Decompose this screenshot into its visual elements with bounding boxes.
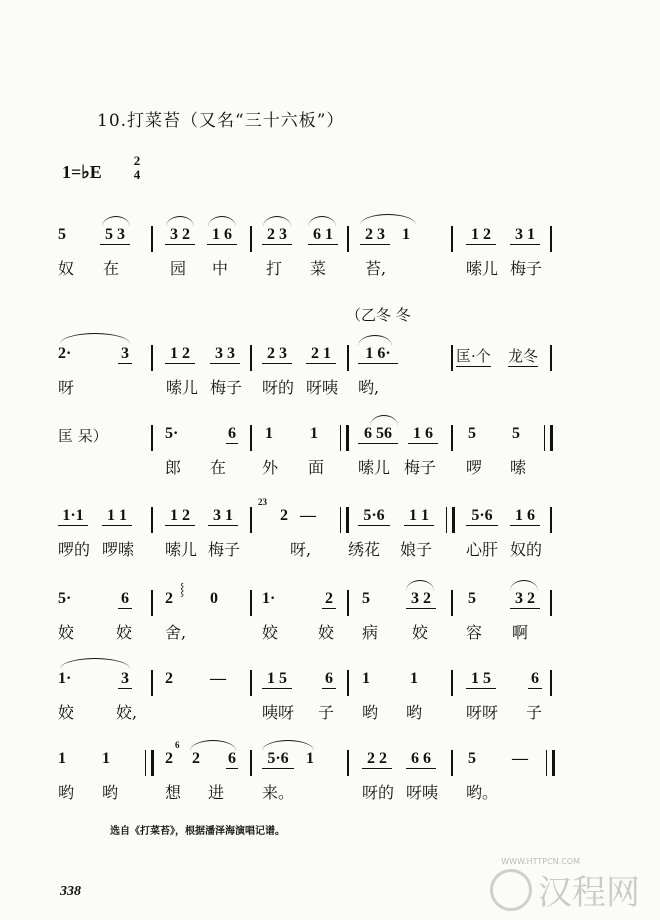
note: 5·6 xyxy=(466,507,498,526)
lyric: 嗦儿 xyxy=(166,378,199,397)
note: 2 3 xyxy=(360,226,390,245)
barline xyxy=(250,345,252,371)
lyric: 呀呀 xyxy=(466,703,499,722)
note: 6 6 xyxy=(406,750,436,769)
note: 1 6 xyxy=(207,226,237,245)
note: 1· xyxy=(262,590,276,607)
repeat-start xyxy=(145,750,154,776)
lyric: 梅子 xyxy=(404,458,437,477)
note: 0 xyxy=(210,590,218,607)
lyric: 想 xyxy=(165,783,182,802)
barline xyxy=(347,345,349,371)
barline xyxy=(347,590,349,616)
barline xyxy=(250,226,252,252)
lyric: 嗦 xyxy=(510,458,527,477)
slur xyxy=(166,216,194,227)
note: 1 xyxy=(306,750,314,767)
lyric: 嗦儿 xyxy=(358,458,391,477)
percussion-aside-left: 匡 呆） xyxy=(58,427,108,445)
note: 5·6 xyxy=(358,507,390,526)
lyric: 呀的 xyxy=(262,378,295,397)
lyric: 姣, xyxy=(116,703,138,722)
note: 1 xyxy=(362,670,370,687)
note: 5 xyxy=(512,425,520,442)
lyric: 哟 xyxy=(102,783,119,802)
barline xyxy=(347,226,349,252)
note: 2 1 xyxy=(306,345,336,364)
note: 2· xyxy=(58,345,72,362)
note: 3 1 xyxy=(510,226,540,245)
note: 5 xyxy=(58,226,66,243)
lyric: 呀咦 xyxy=(406,783,439,802)
watermark xyxy=(490,857,640,914)
barline xyxy=(250,507,252,533)
barline xyxy=(151,425,153,451)
note: 5 xyxy=(468,425,476,442)
lyric: 外 xyxy=(262,458,279,477)
slur xyxy=(406,580,434,591)
lyric: 面 xyxy=(308,458,325,477)
lyric: 姣 xyxy=(262,623,279,642)
watermark-text: 汉程网 xyxy=(538,873,640,913)
note: 3 1 xyxy=(208,507,238,526)
notes-row-6 xyxy=(0,670,660,700)
slur xyxy=(60,333,130,344)
note: 2 3 xyxy=(262,226,292,245)
note: 2 3 xyxy=(262,345,292,364)
barline xyxy=(151,507,153,533)
barline xyxy=(347,670,349,696)
barline xyxy=(451,425,453,451)
lyric: 姣 xyxy=(318,623,335,642)
lyric: 梅子 xyxy=(208,540,241,559)
barline xyxy=(250,670,252,696)
notes-row-7 xyxy=(0,740,660,780)
lyric: 容 xyxy=(466,623,483,642)
staff-row-5 xyxy=(0,582,660,650)
grace-note: 6 xyxy=(175,740,180,750)
note: 1 2 xyxy=(165,345,195,364)
lyrics-row-1 xyxy=(0,256,660,284)
note: 3 2 xyxy=(165,226,195,245)
slur xyxy=(208,216,236,227)
note: 3 3 xyxy=(210,345,240,364)
note: 1 5 xyxy=(466,670,496,689)
note: 5·6 xyxy=(262,750,294,769)
lyric: 啊 xyxy=(512,623,529,642)
barline xyxy=(550,345,552,371)
page-number: 338 xyxy=(60,884,81,899)
lyric: 啰 xyxy=(466,458,483,477)
staff-row-2 xyxy=(0,345,660,405)
breath-mark: ⸾ xyxy=(180,582,185,596)
lyric: 嗦儿 xyxy=(466,259,499,278)
note: 1·1 xyxy=(58,507,88,526)
note: 1 1 xyxy=(404,507,434,526)
lyric: 子 xyxy=(526,703,543,722)
note: 1 2 xyxy=(466,226,496,245)
note: 5 xyxy=(468,750,476,767)
note: 3 xyxy=(118,345,132,364)
barline xyxy=(550,226,552,252)
lyric: 苔, xyxy=(365,259,387,278)
note: 5 3 xyxy=(100,226,130,245)
barline xyxy=(250,425,252,451)
note: 1 xyxy=(58,750,66,767)
lyrics-row-2 xyxy=(0,375,660,403)
lyric: 打 xyxy=(266,259,283,278)
repeat-start xyxy=(340,425,349,451)
lyric: 嗦儿 xyxy=(165,540,198,559)
barline xyxy=(151,226,153,252)
lyric: 呀 xyxy=(58,378,75,397)
lyric: 咦呀 xyxy=(262,703,295,722)
lyric: 哟 xyxy=(406,703,423,722)
note: 1 5 xyxy=(262,670,292,689)
slur xyxy=(102,216,130,227)
note: 6 56 xyxy=(358,425,398,444)
staff-row-7 xyxy=(0,740,660,810)
note: 2 2 xyxy=(362,750,392,769)
lyric: 哟 xyxy=(58,783,75,802)
lyric: 哟, xyxy=(358,378,380,397)
lyric: 舍, xyxy=(165,623,187,642)
barline xyxy=(250,750,252,776)
lyric: 子 xyxy=(318,703,335,722)
note: 2 xyxy=(165,670,173,687)
note: 6 xyxy=(228,750,236,767)
lyric: 在 xyxy=(210,458,227,477)
lyric: 病 xyxy=(362,623,379,642)
lyrics-row-5 xyxy=(0,620,660,648)
note: 2 xyxy=(165,750,173,767)
lyric: 在 xyxy=(103,259,120,278)
watermark-url: WWW.HTTPCN.COM xyxy=(501,857,580,866)
note: 1 1 xyxy=(102,507,132,526)
barline xyxy=(451,590,453,616)
source-note: 选自《打菜苔》，根据潘泽海演唱记谱。 xyxy=(110,826,285,837)
notes-row-1 xyxy=(0,226,660,256)
lyric: 奴的 xyxy=(510,540,543,559)
slur xyxy=(263,216,291,227)
note: 6 xyxy=(322,670,336,689)
lyric: 呀的 xyxy=(362,783,395,802)
note: 1 xyxy=(402,226,410,243)
lyrics-row-6 xyxy=(0,700,660,728)
barline xyxy=(550,590,552,616)
note: 5 xyxy=(468,590,476,607)
repeat-end xyxy=(544,425,553,451)
barline xyxy=(451,750,453,776)
note: 2 xyxy=(192,750,200,767)
lyric: 心肝 xyxy=(466,540,499,559)
lyrics-row-4 xyxy=(0,537,660,565)
lyrics-row-3 xyxy=(0,455,660,483)
note: 1· xyxy=(58,670,72,687)
staff-row-6 xyxy=(0,670,660,730)
note: 3 2 xyxy=(510,590,540,609)
barline xyxy=(347,750,349,776)
song-title: 10.打菜苔（又名“三十六板”） xyxy=(97,111,345,131)
lyric: 郎 xyxy=(165,458,182,477)
lyric: 哟。 xyxy=(466,783,499,802)
staff-row-3 xyxy=(0,425,660,485)
grace-note: 23 xyxy=(258,497,267,507)
lyric: 啰嗦 xyxy=(102,540,135,559)
note: 5· xyxy=(58,590,72,607)
lyric: 梅子 xyxy=(210,378,243,397)
note: 3 xyxy=(118,670,132,689)
barline xyxy=(451,345,453,371)
lyric: 来。 xyxy=(262,783,295,802)
lyric: 奴 xyxy=(58,259,75,278)
slur xyxy=(510,580,538,591)
note: 3 2 xyxy=(406,590,436,609)
barline xyxy=(250,590,252,616)
barline xyxy=(151,345,153,371)
meter-denominator: 4 xyxy=(133,167,141,182)
note: 1 6 xyxy=(408,425,438,444)
note: 6 xyxy=(118,590,132,609)
note: 5· xyxy=(165,425,179,442)
lyric: 园 xyxy=(170,259,187,278)
repeat-end xyxy=(446,507,455,533)
note: — xyxy=(512,750,528,767)
note: 6 xyxy=(228,425,236,442)
note: 2 xyxy=(322,590,336,609)
barline xyxy=(550,507,552,533)
note: 6 1 xyxy=(308,226,338,245)
note: 1 xyxy=(265,425,273,442)
key-signature: 1=♭E xyxy=(62,162,102,182)
repeat-end xyxy=(546,750,555,776)
lyric: 姣 xyxy=(116,623,133,642)
note: 1 xyxy=(310,425,318,442)
slur xyxy=(60,658,130,669)
note: 6 xyxy=(528,670,542,689)
lyric: 进 xyxy=(208,783,225,802)
time-signature xyxy=(128,154,146,182)
lyric: 姣 xyxy=(58,703,75,722)
staff-row-1 xyxy=(0,226,660,286)
note: — xyxy=(210,670,226,687)
lyric: 啰的 xyxy=(58,540,91,559)
notes-row-4 xyxy=(0,497,660,537)
meter-numerator: 2 xyxy=(133,153,141,168)
lyric: 娘子 xyxy=(400,540,433,559)
note: 1 6· xyxy=(358,345,398,364)
lyric: 中 xyxy=(212,259,229,278)
percussion-aside: （乙冬 冬 xyxy=(346,306,411,324)
percussion-note: 龙冬 xyxy=(508,347,539,365)
lyric: 姣 xyxy=(412,623,429,642)
notes-row-2 xyxy=(0,345,660,375)
lyric: 梅子 xyxy=(510,259,543,278)
note: 2 xyxy=(165,590,173,607)
note: 2 xyxy=(280,507,288,524)
barline xyxy=(451,670,453,696)
repeat-start xyxy=(340,507,349,533)
lyric: 哟 xyxy=(362,703,379,722)
lyrics-row-7 xyxy=(0,780,660,808)
note: 1 2 xyxy=(165,507,195,526)
barline xyxy=(151,670,153,696)
slur xyxy=(308,216,336,227)
notes-row-3 xyxy=(0,425,660,455)
note: 1 6 xyxy=(510,507,540,526)
barline xyxy=(550,670,552,696)
note: 1 xyxy=(102,750,110,767)
staff-row-4 xyxy=(0,497,660,567)
spiral-logo-icon xyxy=(490,869,532,911)
note: 5 xyxy=(362,590,370,607)
barline xyxy=(151,590,153,616)
slur xyxy=(370,415,398,426)
note: 1 xyxy=(410,670,418,687)
lyric: 绣花 xyxy=(348,540,381,559)
percussion-note: 匡·个 xyxy=(456,347,491,365)
lyric: 菜 xyxy=(310,259,327,278)
slur xyxy=(360,214,416,225)
note: — xyxy=(300,507,316,524)
lyric: 姣 xyxy=(58,623,75,642)
lyric: 呀咦 xyxy=(306,378,339,397)
notes-row-5 xyxy=(0,582,660,620)
lyric: 呀, xyxy=(290,540,312,559)
barline xyxy=(451,226,453,252)
